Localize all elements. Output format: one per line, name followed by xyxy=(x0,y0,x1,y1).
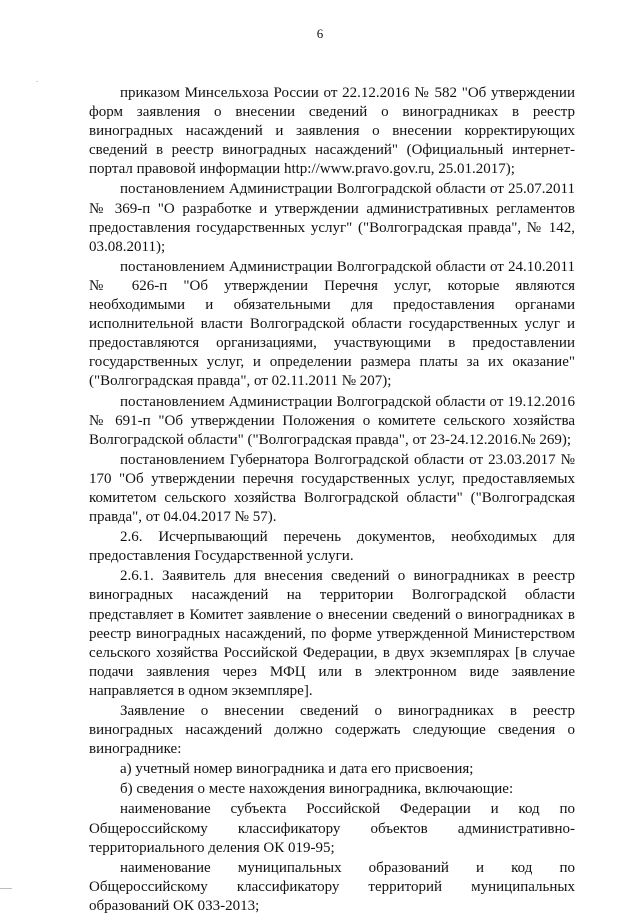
paragraph-section-2-6: 2.6. Исчерпывающий перечень документов, необходимых для предоставления Государственной услуги. xyxy=(89,529,575,565)
paragraph-municipal-name: наименование муниципальных образований и код по Общероссийскому классификатору территорий муниципальных образований ОК 033-2013; xyxy=(89,859,575,914)
page-number: 6 xyxy=(316,26,324,41)
document-body xyxy=(89,84,575,916)
list-item-b: б) сведения о месте нахождения виноградника, включающие: xyxy=(120,781,514,798)
paragraph-resolution-369: постановлением Администрации Волгоградской области от 25.07.2011 № 369-п "О разработке и утверждении административных регламентов предоставления государственных услуг" ("Волгоградская правда", № 142, 03.08.2011); xyxy=(89,181,575,255)
paragraph-section-2-6-1: 2.6.1. Заявитель для внесения сведений о виноградниках в реестр виноградных насаждений на территории Волгоградской области представляет в Комитет заявление о внесении сведений о виноградниках в реестр виноградных насаждений, по форме утвержденной Министерством сельского хозяйства Российской Федерации, в двух экземплярах [в случае подачи заявления через МФЦ или в электронном виде заявление направляется в одном экземпляре]. xyxy=(89,568,575,699)
margin-scan-mark: . xyxy=(36,74,39,84)
paragraph-subject-name: наименование субъекта Российской Федерации и код по Общероссийскому классификатору объектов административно-территориального деления ОК 019-95; xyxy=(89,801,575,856)
paragraph-minselkhoz-order: приказом Минсельхоза России от 22.12.2016 № 582 "Об утверждении форм заявления о внесении сведений о виноградниках в реестр виноградных насаждений и заявления о внесении корректирующих сведений в реестр виноградных насаждений" (Официальный интернет-портал правовой информации http://www.pravo.gov.ru, 25.01.2017); xyxy=(89,85,575,178)
paragraph-resolution-691: постановлением Администрации Волгоградской области от 19.12.2016 № 691-п "Об утверждении Положения о комитете сельского хозяйства Волгоградской области" ("Волгоградская правда", от 23-24.12.2016.№ 269); xyxy=(89,393,575,448)
paragraph-governor-resolution-170: постановлением Губернатора Волгоградской области от 23.03.2017 № 170 "Об утверждении перечня государственных услуг, предоставляемых комитетом сельского хозяйства Волгоградской области" ("Волгоградская правда", от 04.04.2017 № 57). xyxy=(89,451,575,526)
paragraph-application-contents: Заявление о внесении сведений о виноградниках в реестр виноградных насаждений должно содержать следующие сведения о винограднике: xyxy=(89,703,575,758)
bottom-margin-line xyxy=(0,888,12,889)
paragraph-resolution-626: постановлением Администрации Волгоградской области от 24.10.2011 № 626-п "Об утверждении Перечня услуг, которые являются необходимыми и обязательными для предоставления органами исполнительной власти Волгоградской области государственных услуг и предоставляются организациями, участвующими в предоставлении государственных услуг, и определении размера платы за их оказание" ("Волгоградская правда", от 02.11.2011 № 207); xyxy=(89,258,575,390)
list-item-a: а) учетный номер виноградника и дата его присвоения; xyxy=(120,761,474,778)
